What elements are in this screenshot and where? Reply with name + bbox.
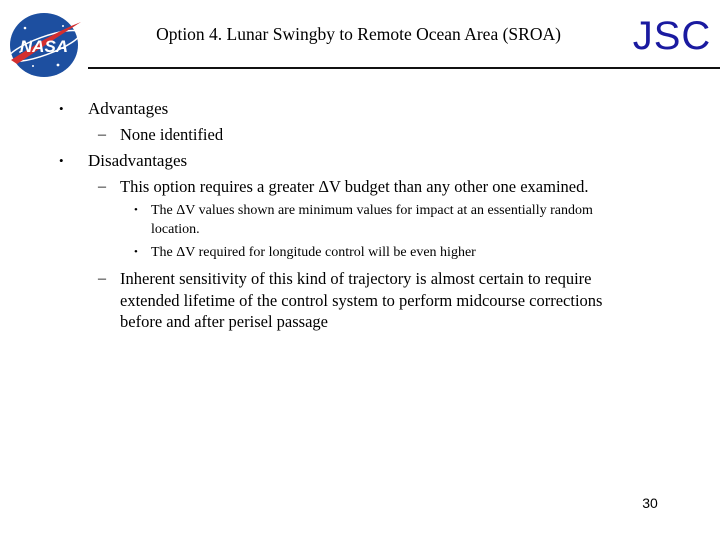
disadv-item1: This option requires a greater ΔV budget than any other one examined. [120, 177, 589, 196]
nasa-logo-text: NASA [19, 37, 69, 56]
slide-title: Option 4. Lunar Swingby to Remote Ocean Area (SROA) [156, 24, 561, 44]
dash-disadv-item1: – [98, 178, 106, 195]
disadv-sub1-line2: location. [151, 222, 200, 237]
bullet-sub2: • [134, 246, 138, 258]
center-label: JSC [632, 14, 712, 58]
advantages-heading: Advantages [88, 99, 169, 118]
dash-advantages-item: – [98, 126, 106, 143]
dash-disadv-item2: – [98, 270, 106, 287]
page-number: 30 [642, 495, 658, 511]
disadv-item2-line3: before and after perisel passage [120, 312, 328, 331]
bullet-disadvantages: • [59, 153, 64, 168]
advantages-item: None identified [120, 125, 224, 144]
disadv-item2-line2: extended lifetime of the control system to perform midcourse corrections [120, 291, 603, 310]
disadv-sub2: The ΔV required for longitude control will be even higher [151, 245, 476, 260]
disadvantages-heading: Disadvantages [88, 151, 188, 170]
bullet-sub1: • [134, 204, 138, 216]
header-divider [88, 67, 720, 69]
bullet-advantages: • [59, 101, 64, 116]
nasa-logo [3, 8, 85, 80]
disadv-item2-line1: Inherent sensitivity of this kind of trajectory is almost certain to require [120, 269, 592, 288]
disadv-sub1-line1: The ΔV values shown are minimum values for impact at an essentially random [151, 203, 593, 218]
